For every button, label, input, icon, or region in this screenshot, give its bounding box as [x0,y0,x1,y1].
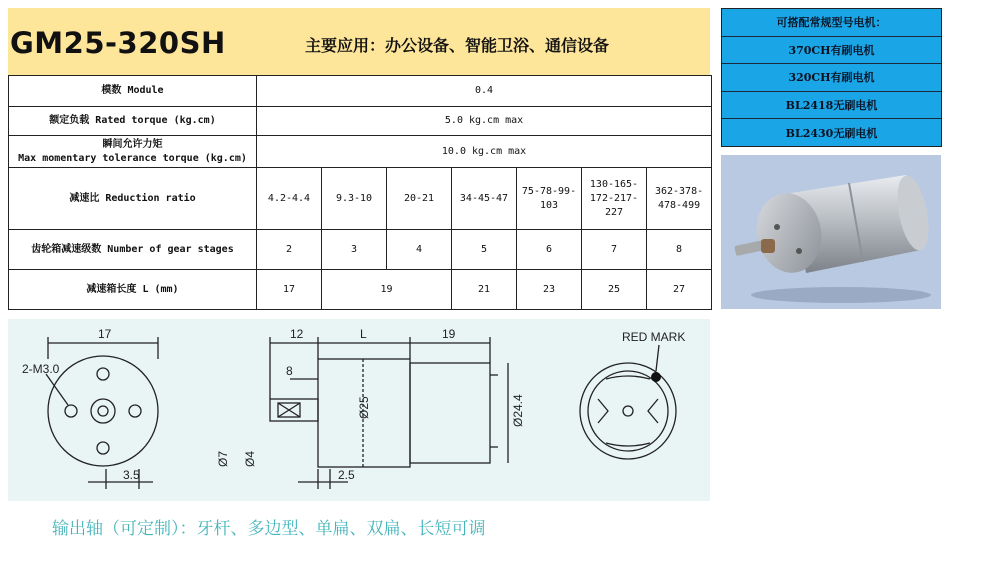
length-value: 23 [517,270,582,310]
ratio-label: 减速比 Reduction ratio [9,168,257,230]
stages-value: 8 [647,230,712,270]
module-value: 0.4 [257,76,712,107]
dim-12: 12 [290,327,304,341]
stages-value: 2 [257,230,322,270]
dim-17: 17 [98,327,112,341]
list-item: BL2418无刷电机 [722,91,941,119]
max-torque-label: 瞬间允许力矩 Max momentary tolerance torque (kg.cm) [9,136,257,168]
red-mark-dot [651,372,661,382]
length-value: 21 [452,270,517,310]
ratio-value: 34-45-47 [452,168,517,230]
length-value: 27 [647,270,712,310]
length-value: 25 [582,270,647,310]
shaft-note: 输出轴（可定制）：牙杆、多边型、单扁、双扁、长短可调 [52,519,486,539]
list-item: BL2430无刷电机 [722,118,941,146]
list-item: 370CH有刷电机 [722,36,941,64]
ratio-value: 9.3-10 [322,168,387,230]
technical-drawing [8,319,710,501]
dim-8: 8 [286,364,293,378]
red-mark-label: RED MARK [622,330,686,344]
compatible-motor-list [721,8,942,147]
table-row [9,168,712,230]
stages-value: 5 [452,230,517,270]
table-row [9,230,712,270]
max-torque-value: 10.0 kg.cm max [257,136,712,168]
ratio-value: 130-165- 172-217- 227 [582,168,647,230]
list-item: 320CH有刷电机 [722,63,941,91]
rated-load-label: 额定负载 Rated torque (kg.cm) [9,107,257,136]
stages-label: 齿轮箱减速级数 Number of gear stages [9,230,257,270]
stages-value: 3 [322,230,387,270]
dim-phi24-4: Ø24.4 [511,394,525,427]
ratio-value: 4.2-4.4 [257,168,322,230]
dim-2-5: 2.5 [338,468,355,482]
table-row [9,270,712,310]
motor-photo [721,155,941,309]
application-text: 主要应用：办公设备、智能卫浴、通信设备 [305,36,610,55]
dim-phi25: Ø25 [357,396,371,419]
table-row [9,76,712,107]
stages-value: 4 [387,230,452,270]
stages-value: 7 [582,230,647,270]
length-value: 19 [322,270,452,310]
table-row [9,107,712,136]
ratio-value: 75-78-99- 103 [517,168,582,230]
rated-load-value: 5.0 kg.cm max [257,107,712,136]
stages-value: 6 [517,230,582,270]
ratio-value: 362-378- 478-499 [647,168,712,230]
model-title: GM25-320SH [10,26,226,60]
spec-table [8,75,712,310]
dim-19: 19 [442,327,456,341]
dim-phi4: Ø4 [243,450,257,467]
ratio-value: 20-21 [387,168,452,230]
dim-2-m3: 2-M3.0 [22,362,60,376]
dim-l: L [360,327,367,341]
motor-list-title: 可搭配常规型号电机： [776,16,887,30]
length-label: 减速箱长度 L (mm) [9,270,257,310]
dim-3-5: 3.5 [123,468,140,482]
table-row [9,136,712,168]
dim-phi7: Ø7 [216,450,230,467]
module-label: 模数 Module [9,76,257,107]
length-value: 17 [257,270,322,310]
